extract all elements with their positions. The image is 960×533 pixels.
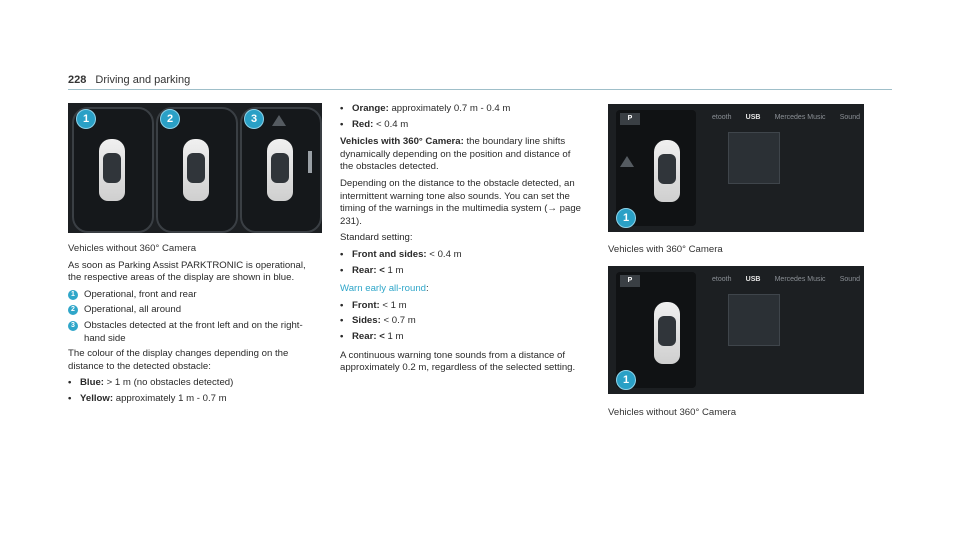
car-icon bbox=[267, 139, 293, 201]
tab-usb: USB bbox=[745, 276, 761, 283]
list-item: • Sides: < 0.7 m bbox=[340, 315, 416, 327]
obstacle-marker-icon bbox=[620, 156, 634, 167]
tab-bluetooth: etooth bbox=[712, 114, 732, 121]
parking-chip: P bbox=[620, 275, 640, 287]
depending-paragraph: Depending on the distance to the obstacle detected, an intermittent warning tone also sounds. You can set the timing of the warnings in the multimedia system (→ page 231). bbox=[340, 177, 582, 227]
list-item: • Yellow: approximately 1 m - 0.7 m bbox=[68, 392, 227, 404]
list-item bbox=[68, 304, 318, 317]
bullet-label: Red: bbox=[352, 118, 374, 130]
parking-chip: P bbox=[620, 113, 640, 125]
standard-heading: Standard setting: bbox=[340, 232, 413, 244]
column-3-caption-2 bbox=[608, 407, 868, 424]
figure-badge-1: 1 bbox=[616, 370, 636, 390]
page-header bbox=[68, 74, 190, 86]
tab-bluetooth: etooth bbox=[712, 276, 732, 283]
page-number: 228 bbox=[68, 74, 87, 86]
list-item-text: Obstacles detected at the front left and on the right-hand side bbox=[84, 319, 303, 344]
column-1 bbox=[68, 243, 318, 409]
section-title: Driving and parking bbox=[95, 74, 191, 86]
figure-badge-2: 2 bbox=[160, 109, 180, 129]
number-badge: 2 bbox=[68, 305, 78, 315]
bullet-text: approximately 1 m - 0.7 m bbox=[115, 392, 227, 404]
list-item bbox=[68, 320, 318, 345]
camera-paragraph bbox=[340, 136, 585, 174]
warn-early-heading bbox=[340, 283, 585, 296]
camera-text: the boundary line shifts dynamically depending on the position and distance of the obstacles detected. bbox=[340, 136, 571, 173]
figure-badge-3: 3 bbox=[244, 109, 264, 129]
column-2 bbox=[340, 103, 585, 379]
bullet-label: Rear: < bbox=[352, 264, 385, 276]
car-icon bbox=[99, 139, 125, 201]
warn-early-label: Warn early all-round bbox=[340, 283, 427, 295]
obstacle-side-marker bbox=[308, 151, 312, 173]
header-rule bbox=[68, 89, 892, 90]
camera-label: Vehicles with 360° Camera: bbox=[340, 136, 464, 148]
bullet-text: < 0.4 m bbox=[376, 118, 409, 130]
figure-badge-1: 1 bbox=[76, 109, 96, 129]
media-screen bbox=[708, 266, 864, 394]
obstacle-marker-icon bbox=[272, 115, 286, 126]
list-item: • Rear: < 1 m bbox=[340, 264, 404, 276]
bullet-text: < 0.4 m bbox=[429, 248, 462, 260]
list-item: • Red: < 0.4 m bbox=[340, 118, 409, 130]
bullet-label: Rear: < bbox=[352, 330, 385, 342]
bullet-label: Sides: bbox=[352, 315, 381, 327]
tab-sound: Sound bbox=[839, 276, 860, 283]
bullet-label: Front and sides: bbox=[352, 248, 427, 260]
media-tabs bbox=[712, 276, 860, 283]
figure-badge-1: 1 bbox=[616, 208, 636, 228]
warn-colon: : bbox=[426, 283, 429, 295]
bullet-text: approximately 0.7 m - 0.4 m bbox=[391, 103, 511, 114]
tab-usb: USB bbox=[745, 114, 761, 121]
bullet-label: Blue: bbox=[80, 377, 104, 389]
car-icon bbox=[183, 139, 209, 201]
bullet-label: Orange: bbox=[352, 103, 389, 114]
bullet-label: Front: bbox=[352, 299, 380, 311]
number-badge: 1 bbox=[68, 290, 78, 300]
continuous-paragraph: A continuous warning tone sounds from a distance of approximately 0.2 m, regardless of the selected setting. bbox=[340, 349, 576, 374]
album-cover bbox=[728, 294, 780, 346]
list-item: • Front and sides: < 0.4 m bbox=[340, 248, 462, 260]
figure-caption: Vehicles without 360° Camera bbox=[68, 243, 197, 254]
list-item-text: Operational, front and rear bbox=[84, 288, 197, 300]
car-icon bbox=[654, 302, 680, 364]
colour-paragraph: The colour of the display changes depending on the distance to the detected obstacle: bbox=[68, 348, 289, 372]
car-icon bbox=[654, 140, 680, 202]
list-item: • Front: < 1 m bbox=[340, 299, 407, 311]
list-item: • Rear: < 1 m bbox=[340, 330, 404, 342]
figure-caption: Vehicles without 360° Camera bbox=[608, 407, 737, 418]
bullet-label: Yellow: bbox=[80, 392, 114, 404]
media-display-no-camera bbox=[608, 266, 864, 394]
number-badge: 3 bbox=[68, 321, 78, 331]
intro-paragraph: As soon as Parking Assist PARKTRONIC is operational, the respective areas of the display are shown in blue. bbox=[68, 259, 306, 284]
list-item-text: Operational, all around bbox=[84, 304, 182, 316]
bullet-text: 1 m bbox=[387, 330, 404, 342]
media-display-360-camera bbox=[608, 104, 864, 232]
bullet-text: > 1 m (no obstacles detected) bbox=[106, 377, 234, 389]
bullet-text: 1 m bbox=[387, 264, 404, 276]
column-3 bbox=[608, 244, 868, 261]
media-tabs bbox=[712, 114, 860, 121]
tab-mercedes-music: Mercedes Music bbox=[774, 276, 826, 283]
bullet-text: < 1 m bbox=[382, 299, 407, 311]
list-item: • Orange: approximately 0.7 m - 0.4 m bbox=[340, 103, 511, 114]
bullet-text: < 0.7 m bbox=[383, 315, 416, 327]
tab-mercedes-music: Mercedes Music bbox=[774, 114, 826, 121]
album-cover bbox=[728, 132, 780, 184]
parktronic-figure bbox=[68, 103, 322, 233]
figure-caption: Vehicles with 360° Camera bbox=[608, 244, 723, 255]
list-item: • Blue: > 1 m (no obstacles detected) bbox=[68, 377, 234, 389]
media-screen bbox=[708, 104, 864, 232]
list-item bbox=[68, 289, 318, 302]
tab-sound: Sound bbox=[839, 114, 860, 121]
